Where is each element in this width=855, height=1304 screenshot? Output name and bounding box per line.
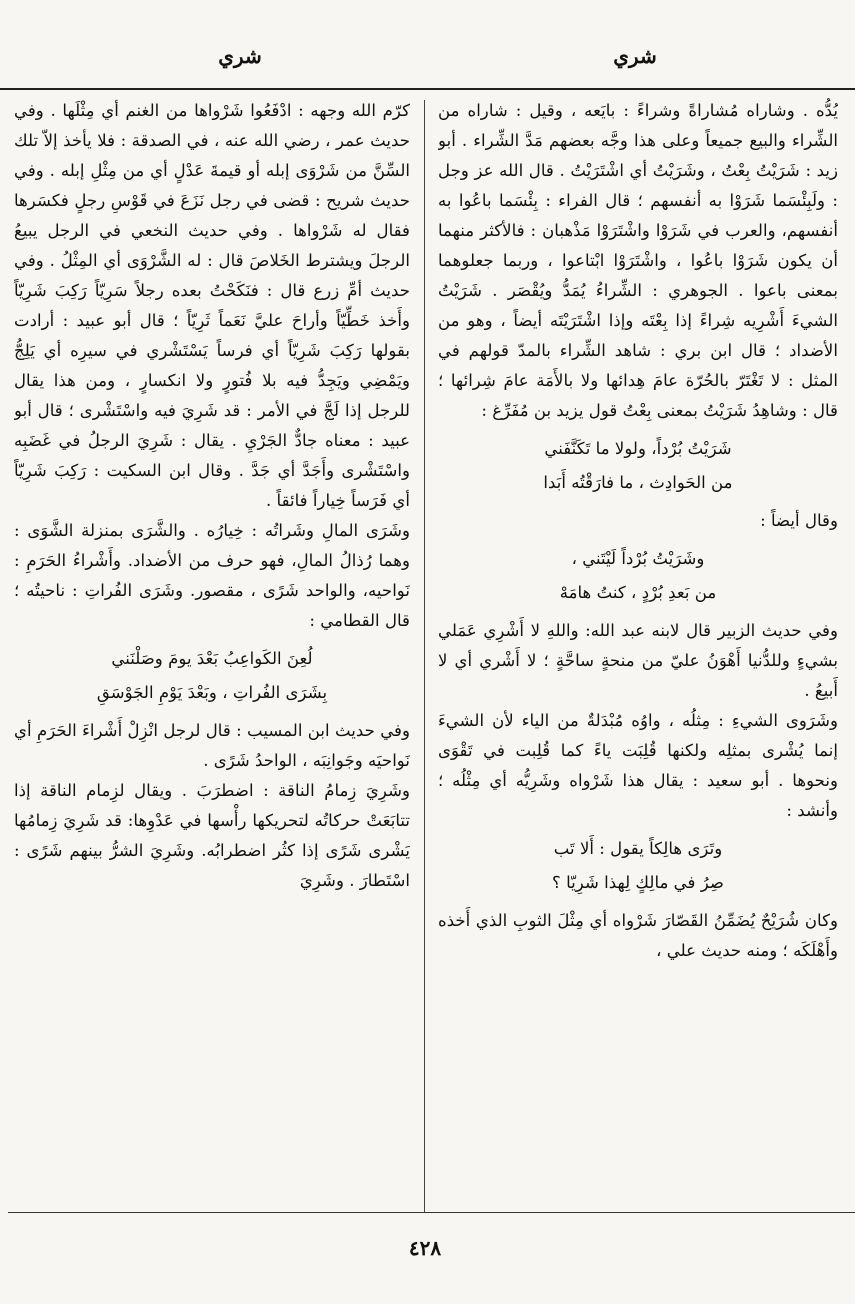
left-verse-1 — [14, 642, 410, 710]
right-paragraph-5: وكان شُرَيْحٌ يُضَمِّنُ القَصّارَ شَرْواه أي مِثْلَ الثوبِ الذي أَخذه وأَهْلَكَه ؛ ومنه حديث علي ، — [438, 911, 838, 960]
right-paragraph-3: وفي حديث الزبير قال لابنه عبد الله: واللهِ لا أَشْرِي عَمَلي بشيءٍ وللدُّنيا أَهْوَنُ عليّ من منحةٍ ساحَّةٍ ؛ لا أَشْري أي لا أَبيعُ . — [438, 621, 838, 700]
verse-line: لُعِنَ الكَواعِبُ بَعْدَ يومَ وصَلْنَني — [111, 649, 313, 668]
left-paragraph-3: وفي حديث ابن المسيب : قال لرجل انْزِلْ أَشْراءَ الحَرَمِ أي نَواحيَه وجَوانِبَه ، الواحدُ شَرًى . — [14, 721, 410, 770]
right-paragraph-2: وقال أيضاً : — [760, 511, 838, 530]
left-paragraph-4: وشَرِيَ زِمامُ الناقة : اضطرَبَ . ويقال لزِمام الناقة إذا تتابَعَتْ حركاتُه لتحريكها رأْسها في عَدْوِها: قد شَرِيَ زِمامُها يَشْرى شَرًى إذا كثُر اضطرابُه. وشَرِيَ الشرُّ بينهم شَرًى : اسْتَطارَ . وشَرِيَ — [14, 781, 410, 890]
verse-line: وتَرَى هالِكاً يقول : أَلا تَب — [553, 839, 723, 858]
right-verse-1 — [438, 432, 838, 500]
right-verse-2 — [438, 542, 838, 610]
verse-line: من بَعدِ بُرْدٍ ، كنتُ هامَهْ — [559, 583, 717, 602]
verse-line: شَرَيْتُ بُرْداً، ولولا ما تَكَنَّفَني — [544, 439, 732, 458]
footer-rule — [8, 1212, 855, 1213]
right-paragraph-1: يُدُّه . وشاراه مُشاراةً وشراءً : بايَعه ، وقيل : شاراه من الشِّراء والبيع جميعاً وعلى هذا وجَّه بعضهم مَدَّ الشِّراء . أبو زيد : شَرَيْتُ بِعْتُ ، وشَرَيْتُ أي اشْتَرَيْتُ . قال الله عز وجل : ولَبِئْسَما شَرَوْا به أنفسهم ؛ قال الفراء : بِئْسَما باعُوا به أنفسهم، والعرب في شَرَوْا واشْتَرَوْا مَذْهبان : فالأكثر منهما أن يكون شَرَوْا باعُوا ، واشْتَرَوْا ابْتاعوا ، وربما جعلوهما بمعنى باعوا . الجوهري : الشِّراءُ يُمَدُّ ويُقْصَر . شَرَيْتُ الشيءَ أَشْرِيه شِراءً إذا بِعْتَه وإذا اشْتَرَيْتَه أيضاً ، وهو من الأضداد ؛ قال ابن بري : شاهد الشِّراء بالمدّ قولهم في المثل : لا تَغْتَرّ بالحُرّة عامَ هِدائها ولا بالأَمَة عامَ شِرائها ؛ قال : وشاهِدُ شَرَيْتُ بمعنى بِعْتُ قول يزيد بن مُفَرِّغ : — [438, 101, 838, 420]
running-header-left: شري — [218, 44, 262, 68]
left-column — [14, 96, 410, 1208]
verse-line: صِرُ في مالِكٍ لِهذا شَرِيّا ؟ — [552, 873, 724, 892]
verse-line: وشَرَيْتُ بُرْداً لَيْتَني ، — [571, 549, 705, 568]
right-verse-3 — [438, 832, 838, 900]
verse-line: بِشَرَى الفُراتِ ، وبَعْدَ يَوْمِ الجَوْسَقِ — [96, 683, 328, 702]
column-divider — [424, 100, 425, 1212]
verse-line: من الحَوادِث ، ما فارَقْتُه أَبَدا — [543, 473, 733, 492]
left-paragraph-1: كرّم الله وجهه : ادْفَعُوا شَرْواها من الغنم أي مِثْلَها . وفي حديث عمر ، رضي الله عنه ، في الصدقة : فلا يأخذ إلاّ تلك السِّنَّ من شَرْوَى إبله أو قيمةَ عَدْلٍ أي من مِثْلِ إبله . وفي حديث شريح : قضى في رجل نَزَعَ في قَوْسِ رجلٍ فكسَرها فقال له شَرْواها . وفي حديث النخعي في الرجل يبيعُ الرجلَ ويشترط الخَلاصَ قال : له الشَّرْوَى أي المِثْلُ . وفي حديث أمِّ زرع قال : فنَكَحْتُ بعده رجلاً سَرِيّاً رَكِبَ شَرِيّاً وأَخذ خَطِّيّاً وأراحَ عليَّ نَعَماً ثَرِيّاً ؛ قال أبو عبيد : أرادت بقولها رَكِبَ شَرِيّاً أي فرساً يَسْتَشْري في سيرِه أي يَلِجُّ ويَمْضِي ويَجِدُّ فيه بلا فُتورٍ ولا انكسارٍ ، ومن هذا يقال للرجل إذا لَجَّ في الأمر : قد شَرِيَ فيه واسْتَشْرى ؛ قال أبو عبيد : معناه جادٌّ الجَرْيِ . يقال : شَرِيَ الرجلُ في غَضَبِه واسْتَشْرى وأَجَدَّ أي جَدَّ . وقال ابن السكيت : رَكِبَ شَرِيّاً أي فَرَساً خِياراً فائقاً . — [14, 101, 410, 510]
running-header-right: شري — [613, 44, 657, 68]
right-paragraph-4: وشَرَوى الشيءِ : مِثلُه ، واوُه مُبْدَلةٌ من الياء لأن الشيءَ إنما يُشْرى بمثلِه ولكنها قُلِبَت ياءً كما قُلِبت في تَقْوَى ونحوها . أبو سعيد : يقال هذا شَرْواه وشَرِيُّه أي مِثْلُه ؛ وأنشد : — [438, 711, 838, 820]
page-number: ٤٢٨ — [408, 1236, 442, 1260]
header-rule — [0, 88, 855, 90]
left-paragraph-2: وشَرَى المالِ وشَراتُه : خِيارُه . والشَّرَى بمنزلة الشَّوَى : وهما رُذالُ المالِ، فهو حرف من الأضداد. وأَشْراءُ الحَرَمِ : نَواحيه، والواحد شَرًى ، مقصور. وشَرَى الفُراتِ : ناحيتُه ؛ قال القطامي : — [14, 521, 410, 630]
right-column — [438, 96, 838, 1208]
